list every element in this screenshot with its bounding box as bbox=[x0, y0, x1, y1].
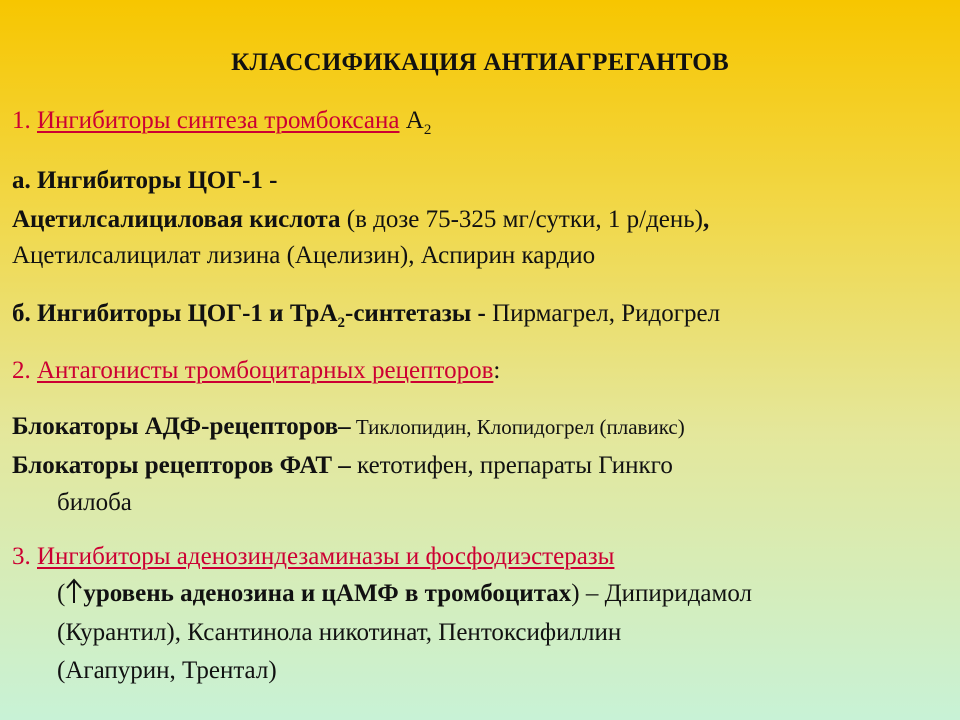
aspirin-name: Ацетилсалициловая кислота bbox=[12, 206, 341, 233]
fat-blockers-line bbox=[12, 451, 673, 481]
fat-blockers-label: Блокаторы рецепторов ФАТ – bbox=[12, 452, 351, 479]
section-2-colon: : bbox=[493, 357, 501, 384]
item-a-others: Ацетилсалицилат лизина (Ацелизин), Аспирин кардио bbox=[12, 242, 596, 269]
fat-blockers-drugs-cont: билоба bbox=[57, 489, 132, 516]
item-b-label-post: -синтетазы - bbox=[345, 300, 493, 327]
adp-blockers-label: Блокаторы АДФ-рецепторов– bbox=[12, 413, 351, 440]
section-1-subscript: 2 bbox=[423, 122, 432, 138]
up-arrow-icon bbox=[65, 578, 83, 604]
section-1-title: Ингибиторы синтеза тромбоксана bbox=[37, 107, 400, 134]
fat-blockers-drugs: кетотифен, препараты Гинкго bbox=[350, 452, 673, 479]
adp-blockers-line bbox=[12, 412, 685, 442]
section-1-letter: А bbox=[405, 107, 424, 134]
section-2-number: 2. bbox=[12, 357, 31, 384]
section-3-title: Ингибиторы аденозиндезаминазы и фосфодиэстеразы bbox=[37, 543, 615, 570]
section-3-number: 3. bbox=[12, 543, 31, 570]
aspirin-comma: , bbox=[703, 206, 710, 233]
section-3-bold-text: уровень аденозина и цАМФ в тромбоцитах bbox=[83, 580, 572, 607]
section-3-open-paren: ( bbox=[57, 580, 66, 607]
section-3-line-1 bbox=[57, 578, 752, 609]
section-3-drug-1: ) – Дипиридамол bbox=[571, 580, 752, 607]
section-2-heading bbox=[12, 356, 500, 386]
item-b-label-pre: б. Ингибиторы ЦОГ-1 и ТрА bbox=[12, 300, 338, 327]
section-1-heading bbox=[12, 106, 431, 145]
aspirin-dose: (в дозе 75-325 мг/сутки, 1 р/день) bbox=[340, 206, 703, 233]
slide-title: КЛАССИФИКАЦИЯ АНТИАГРЕГАНТОВ bbox=[231, 49, 729, 76]
item-b-label-sub: 2 bbox=[337, 315, 346, 331]
section-2-title: Антагонисты тромбоцитарных рецепторов bbox=[37, 357, 494, 384]
section-3-line-2: (Курантил), Ксантинола никотинат, Пентоксифиллин bbox=[57, 619, 622, 646]
item-a-label: а. Ингибиторы ЦОГ-1 - bbox=[12, 167, 278, 194]
section-3-heading bbox=[12, 542, 614, 572]
section-3-line-3: (Агапурин, Трентал) bbox=[57, 657, 277, 684]
item-b-line bbox=[12, 299, 720, 338]
item-b-drugs: Пирмагрел, Ридогрел bbox=[492, 300, 721, 327]
section-1-number: 1. bbox=[12, 107, 31, 134]
adp-blockers-drugs: Тиклопидин, Клопидогрел (плавикс) bbox=[350, 415, 685, 439]
item-a-drug-line bbox=[12, 205, 709, 235]
